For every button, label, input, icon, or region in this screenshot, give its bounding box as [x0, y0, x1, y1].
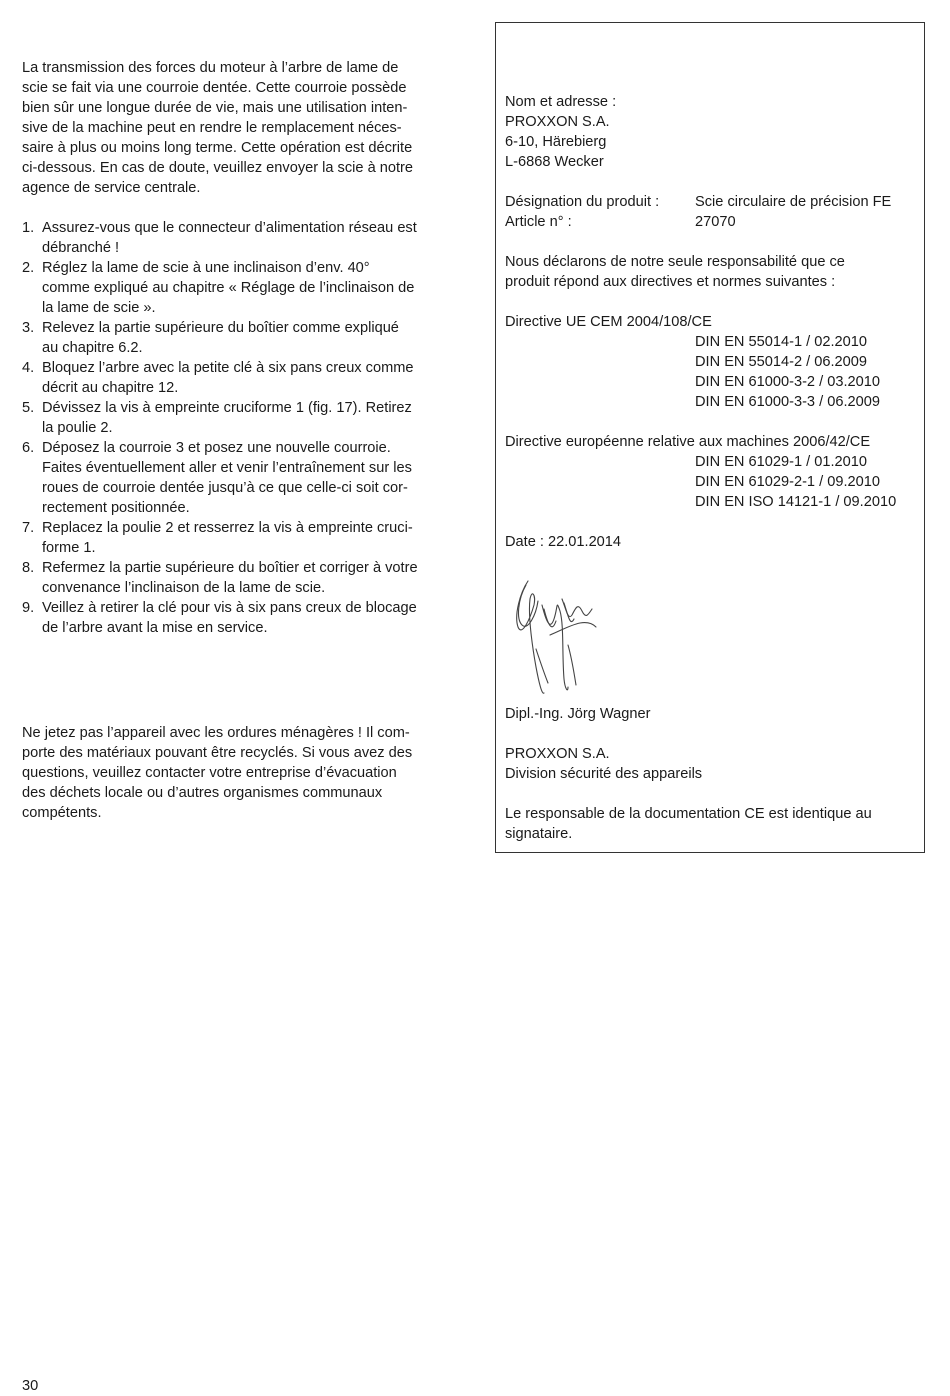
disposal-line: compétents.	[22, 805, 102, 821]
step-line: Bloquez l’arbre avec la petite clé à six pans creux comme	[42, 360, 414, 376]
disposal-line: porte des matériaux pouvant être recyclés. Si vous avez des	[22, 745, 413, 761]
declaration-content	[505, 92, 920, 552]
step-line: roues de courroie dentée jusqu’à ce que celle-ci soit cor-	[42, 480, 408, 496]
disposal-paragraph	[22, 723, 462, 823]
step-line: Relevez la partie supérieure du boîtier comme expliqué	[42, 320, 399, 336]
list-item	[22, 598, 462, 638]
standard-line: DIN EN 61000-3-2 / 03.2010	[695, 374, 880, 390]
intro-line: agence de service centrale.	[22, 180, 201, 196]
page-number: 30	[22, 1378, 39, 1394]
standard-line: DIN EN 61029-1 / 01.2010	[695, 454, 867, 470]
disposal-line: questions, veuillez contacter votre entreprise d’évacuation	[22, 765, 397, 781]
standard-line: DIN EN 55014-2 / 06.2009	[695, 354, 867, 370]
list-item	[22, 398, 462, 438]
step-line: Replacez la poulie 2 et resserrez la vis à empreinte cruci-	[42, 520, 413, 536]
standard-line: DIN EN 61029-2-1 / 09.2010	[695, 474, 880, 490]
city-address: L-6868 Wecker	[505, 154, 604, 170]
closing-line: signataire.	[505, 826, 573, 842]
product-value: Scie circulaire de précision FE	[695, 194, 892, 210]
intro-line: La transmission des forces du moteur à l’arbre de lame de	[22, 60, 399, 76]
step-line: de l’arbre avant la mise en service.	[42, 620, 268, 636]
signatory-block	[505, 704, 920, 844]
step-number: 8.	[22, 560, 35, 576]
step-number: 3.	[22, 320, 35, 336]
step-line: comme expliqué au chapitre « Réglage de l’inclinaison de	[42, 280, 415, 296]
statement-line: Nous déclarons de notre seule responsabilité que ce	[505, 254, 845, 270]
intro-paragraph	[22, 58, 462, 198]
list-item	[22, 518, 462, 558]
step-line: la lame de scie ».	[42, 300, 156, 316]
step-line: décrit au chapitre 12.	[42, 380, 179, 396]
signature-image	[506, 575, 606, 699]
directive-emc: Directive UE CEM 2004/108/CE	[505, 314, 712, 330]
step-line: rectement positionnée.	[42, 500, 190, 516]
directive-machinery: Directive européenne relative aux machines 2006/42/CE	[505, 434, 871, 450]
step-number: 9.	[22, 600, 35, 616]
step-line: Faites éventuellement aller et venir l’entraînement sur les	[42, 460, 412, 476]
division-name: Division sécurité des appareils	[505, 766, 703, 782]
step-line: Déposez la courroie 3 et posez une nouvelle courroie.	[42, 440, 391, 456]
address-label: Nom et adresse :	[505, 94, 617, 110]
intro-line: saire à plus ou moins long terme. Cette opération est décrite	[22, 140, 413, 156]
closing-line: Le responsable de la documentation CE est identique au	[505, 806, 872, 822]
standard-line: DIN EN ISO 14121-1 / 09.2010	[695, 494, 897, 510]
disposal-line: Ne jetez pas l’appareil avec les ordures ménagères ! Il com-	[22, 725, 410, 741]
step-line: débranché !	[42, 240, 120, 256]
declaration-box	[495, 22, 925, 853]
intro-line: bien sûr une longue durée de vie, mais une utilisation inten-	[22, 100, 408, 116]
street-address: 6-10, Härebierg	[505, 134, 607, 150]
steps-list	[22, 218, 462, 638]
statement-line: produit répond aux directives et normes suivantes :	[505, 274, 836, 290]
signatory-name: Dipl.-Ing. Jörg Wagner	[505, 706, 651, 722]
standard-line: DIN EN 61000-3-3 / 06.2009	[695, 394, 880, 410]
disposal-line: des déchets locale ou d’autres organismes communaux	[22, 785, 383, 801]
list-item	[22, 218, 462, 258]
step-line: Réglez la lame de scie à une inclinaison d’env. 40°	[42, 260, 370, 276]
list-item	[22, 558, 462, 598]
company-name-2: PROXXON S.A.	[505, 746, 610, 762]
company-name: PROXXON S.A.	[505, 114, 610, 130]
intro-line: scie se fait via une courroie dentée. Cette courroie possède	[22, 80, 407, 96]
step-line: forme 1.	[42, 540, 96, 556]
declaration-date: Date : 22.01.2014	[505, 534, 622, 550]
intro-line: ci-dessous. En cas de doute, veuillez envoyer la scie à notre	[22, 160, 414, 176]
step-number: 2.	[22, 260, 35, 276]
product-label: Désignation du produit :	[505, 194, 660, 210]
left-column	[22, 58, 462, 638]
step-line: la poulie 2.	[42, 420, 113, 436]
list-item	[22, 258, 462, 318]
standard-line: DIN EN 55014-1 / 02.2010	[695, 334, 867, 350]
step-number: 6.	[22, 440, 35, 456]
list-item	[22, 358, 462, 398]
step-number: 7.	[22, 520, 35, 536]
step-line: Refermez la partie supérieure du boîtier et corriger à votre	[42, 560, 418, 576]
step-line: Dévissez la vis à empreinte cruciforme 1 (fig. 17). Retirez	[42, 400, 412, 416]
step-number: 5.	[22, 400, 35, 416]
product-row	[505, 192, 920, 212]
step-number: 4.	[22, 360, 35, 376]
step-number: 1.	[22, 220, 35, 236]
intro-line: sive de la machine peut en rendre le remplacement néces-	[22, 120, 402, 136]
article-value: 27070	[695, 214, 736, 230]
list-item	[22, 318, 462, 358]
step-line: Veillez à retirer la clé pour vis à six pans creux de blocage	[42, 600, 417, 616]
step-line: Assurez-vous que le connecteur d’alimentation réseau est	[42, 220, 417, 236]
article-row	[505, 212, 920, 232]
article-label: Article n° :	[505, 214, 572, 230]
step-line: au chapitre 6.2.	[42, 340, 143, 356]
step-line: convenance l’inclinaison de la lame de scie.	[42, 580, 326, 596]
list-item	[22, 438, 462, 518]
